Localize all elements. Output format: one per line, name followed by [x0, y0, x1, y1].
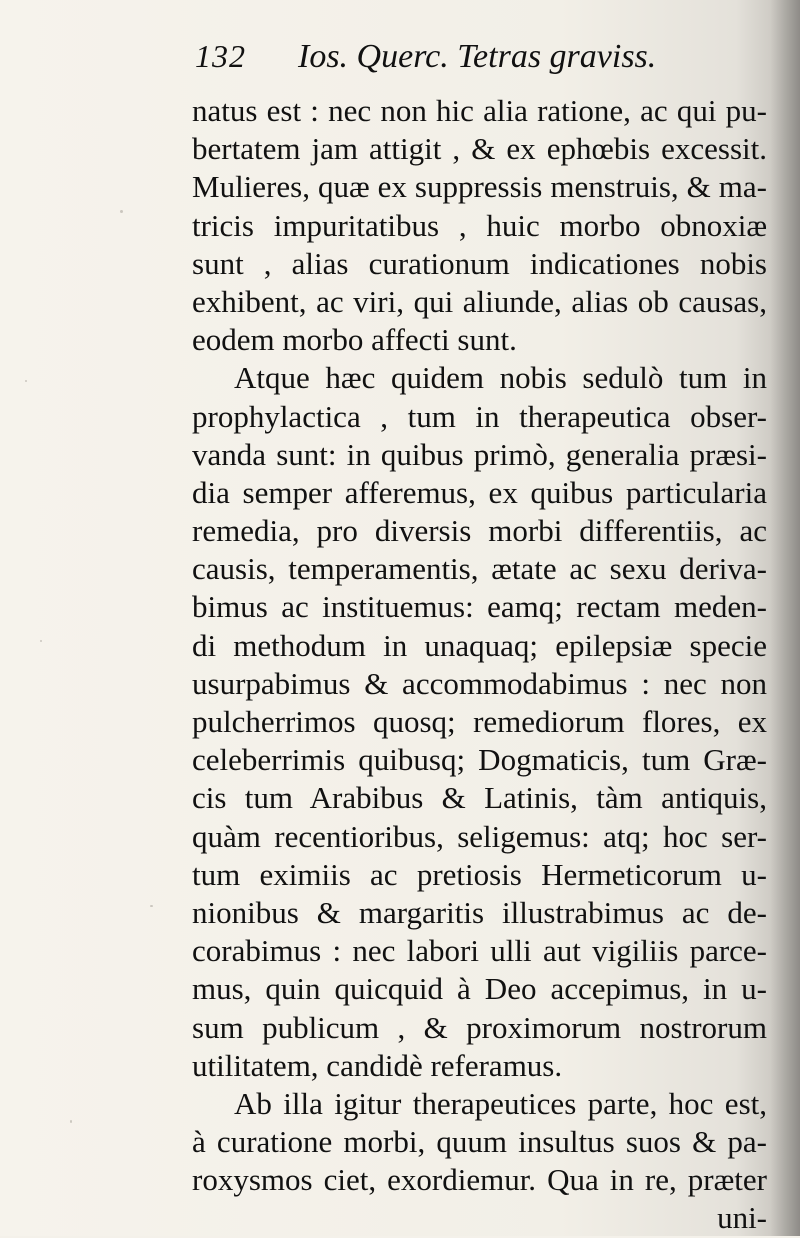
text-line: celeberrimis quibusq; Dogmaticis, tum Græ-: [192, 742, 767, 778]
text-line: pulcherrimos quosq; remediorum flores, ex: [192, 704, 767, 739]
text-line: di methodum in unaquaq; epilepsiæ specie: [192, 627, 767, 663]
text-line: cis tum Arabibus & Latinis, tàm antiquis,: [192, 780, 767, 816]
text-line: remedia, pro diversis morbi differentiis, ac: [192, 513, 767, 549]
text-line: corabimus : nec labori ulli aut vigiliis parce-: [192, 933, 767, 969]
paper-speck: [40, 640, 42, 642]
text-line: roxysmos ciet, exordiemur. Qua in re, præter: [192, 1162, 767, 1198]
text-line: exhibent, ac viri, qui aliunde, alias ob causas,: [192, 283, 767, 319]
text-line: usurpabimus & accommodabimus : nec non: [192, 665, 767, 701]
text-line: dia semper afferemus, ex quibus particularia: [192, 474, 767, 510]
text-line: bimus ac instituemus: eamq; rectam meden-: [192, 589, 767, 625]
paragraph-first-line: Atque hæc quidem nobis sedulò tum in: [234, 360, 767, 396]
text-line: tricis impuritatibus , huic morbo obnoxiæ: [192, 207, 767, 243]
text-line: nionibus & margaritis illustrabimus ac de-: [192, 894, 767, 930]
text-line: tum eximiis ac pretiosis Hermeticorum u-: [192, 856, 767, 892]
body-text: [192, 92, 767, 1238]
paragraph-first-line: Ab illa igitur therapeutices parte, hoc est,: [234, 1085, 767, 1121]
paper-speck: [25, 380, 27, 382]
paper-speck: [120, 210, 123, 213]
text-line: utilitatem, candidè referamus.: [192, 1047, 563, 1083]
text-line: sum publicum , & proximorum nostrorum: [192, 1009, 767, 1045]
page-header: [195, 38, 755, 88]
text-line: prophylactica , tum in therapeutica obser-: [192, 398, 767, 434]
text-line: à curatione morbi, quum insultus suos & pa-: [192, 1124, 767, 1160]
text-line: causis, temperamentis, ætate ac sexu deriva-: [192, 551, 767, 587]
text-line: eodem morbo affecti sunt.: [192, 322, 517, 358]
text-line: sunt , alias curationum indicationes nobis: [192, 245, 767, 281]
text-line: natus est : nec non hic alia ratione, ac qui pu-: [192, 93, 767, 128]
text-line: bertatem jam attigit , & ex ephœbis excessit.: [192, 131, 767, 167]
page-number: 132: [195, 38, 246, 74]
text-line: vanda sunt: in quibus primò, generalia præsi-: [192, 436, 767, 472]
paper-speck: [70, 1120, 72, 1123]
catchword: uni-: [717, 1200, 767, 1236]
running-title: Ios. Querc. Tetras graviss.: [298, 38, 657, 75]
paper-speck: [150, 905, 153, 907]
text-line: Mulieres, quæ ex suppressis menstruis, & ma-: [192, 169, 767, 205]
page-edge-shadow: [770, 0, 800, 1236]
text-line: quàm recentioribus, seligemus: atq; hoc ser-: [192, 818, 767, 854]
text-line: mus, quin quicquid à Deo accepimus, in u-: [192, 971, 767, 1007]
